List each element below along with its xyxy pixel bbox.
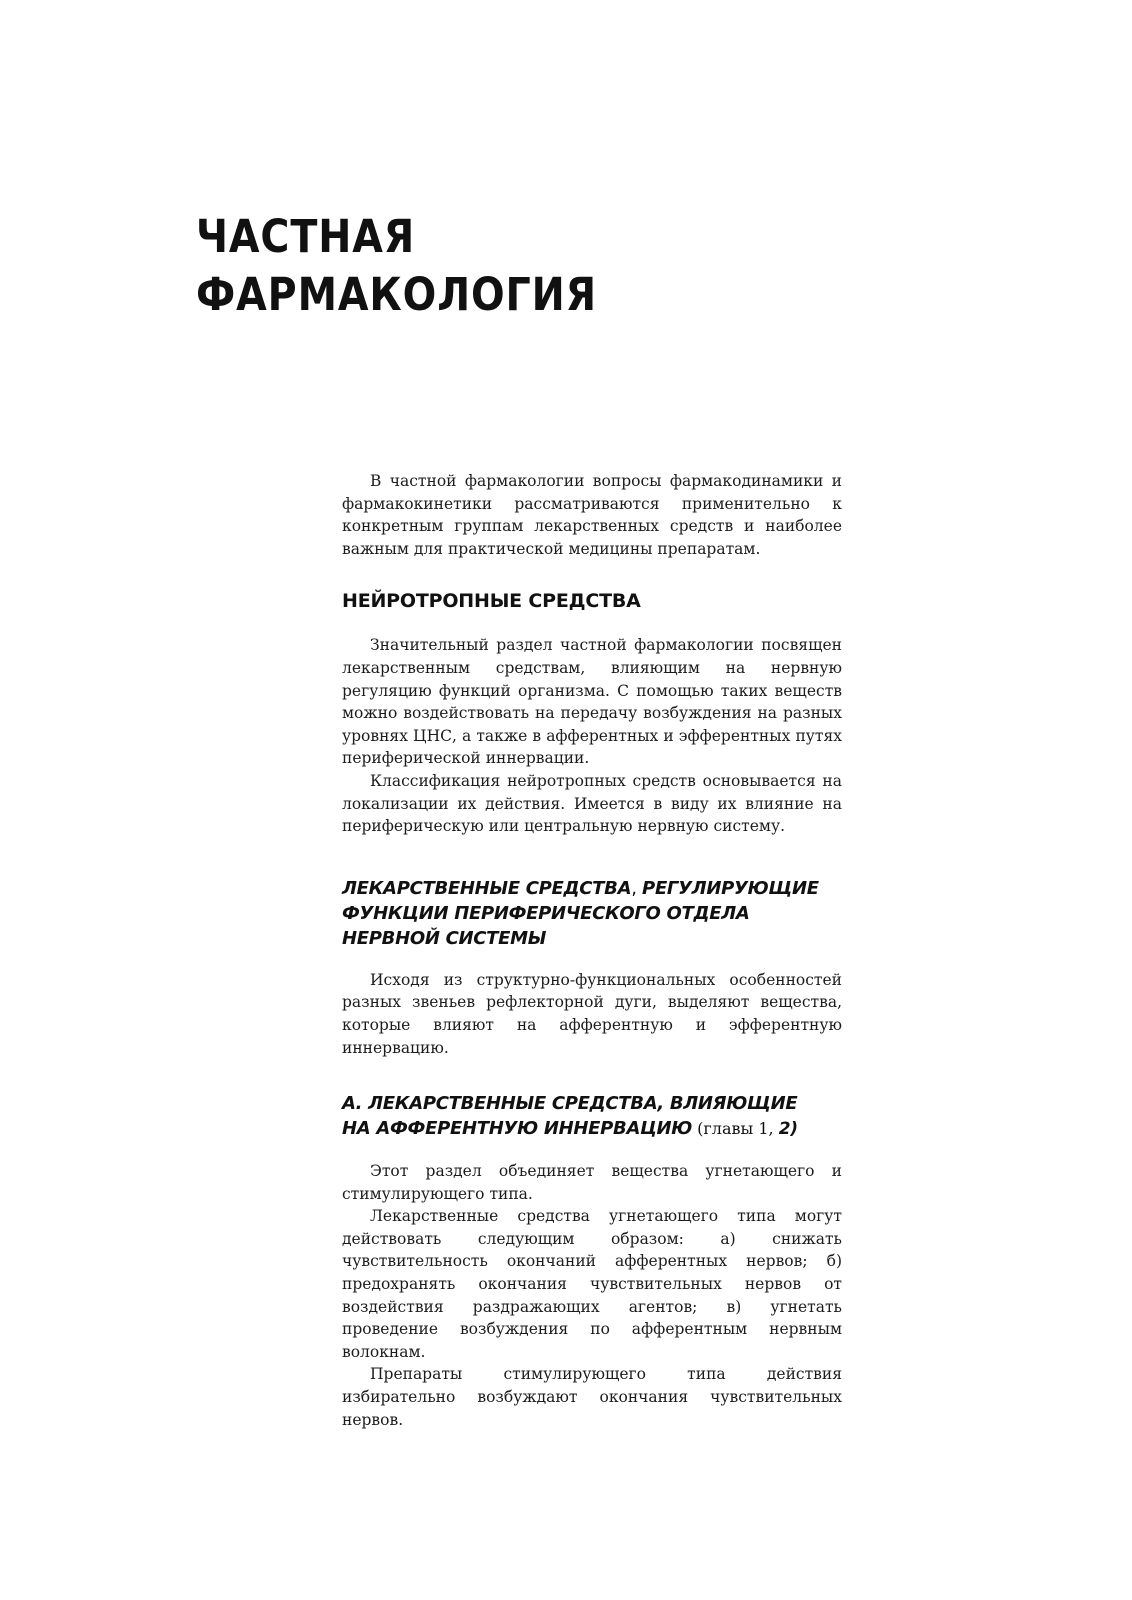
section2-heading-line-2: ФУНКЦИИ ПЕРИФЕРИЧЕСКОГО ОТДЕЛА (342, 902, 750, 924)
section1-paragraph-1: Значительный раздел частной фармакологии посвящен лекарственным средствам, влияющим на нервную регуляцию функций организма. С помощью таких веществ можно воздействовать на передачу возбуждения на разных уровнях ЦНС, а также в афферентных и эфферентных путях периферической иннервации. (342, 636, 842, 768)
section2-heading-comma: , (631, 877, 643, 899)
section-heading-peripheral (342, 876, 842, 951)
section2-heading-line-3: НЕРВНОЙ СИСТЕМЫ (342, 927, 547, 949)
part-title (196, 208, 597, 324)
intro-paragraph: В частной фармакологии вопросы фармакодинамики и фармакокинетики рассматриваются применительно к конкретным группам лекарственных средств и наиболее важным для практической медицины препаратам. (342, 472, 842, 558)
section2-heading-line-1-a: ЛЕКАРСТВЕННЫЕ СРЕДСТВА (342, 877, 632, 899)
section3-heading-chapter-ref: (главы 1, (692, 1119, 779, 1139)
section-heading-neurotropic: НЕЙРОТРОПНЫЕ СРЕДСТВА (342, 590, 641, 613)
page-content (342, 470, 842, 1431)
section2-paragraph-1: Исходя из структурно-функциональных особенностей разных звеньев рефлекторной дуги, выделяют вещества, которые влияют на афферентную и эфферентную иннервацию. (342, 970, 842, 1057)
section1-paragraph-2: Классификация нейротропных средств основывается на локализации их действия. Имеется в виду их влияние на периферическую или центральную нервную систему. (342, 771, 842, 836)
section3-heading-line-2-wrap (342, 1116, 842, 1142)
section3-paragraph-2: Лекарственные средства угнетающего типа могут действовать следующим образом: а) снижать чувствительность окончаний афферентных нервов; б) предохранять окончания чувствительных нервов от воздействия раздражающих агентов; в) угнетать проведение возбуждения по афферентным нервным волокнам. (342, 1207, 842, 1361)
section3-heading-line-1: А. ЛЕКАРСТВЕННЫЕ СРЕДСТВА, ВЛИЯЮЩИЕ (342, 1093, 798, 1115)
part-title-line-1: ЧАСТНАЯ (196, 210, 416, 263)
part-title-line-2: ФАРМАКОЛОГИЯ (196, 268, 598, 321)
section3-paragraph-3: Препараты стимулирующего типа действия избирательно возбуждают окончания чувствительных нервов. (342, 1365, 842, 1429)
section-heading-afferent (342, 1091, 842, 1142)
section2-heading-line-1 (342, 876, 842, 901)
section3-heading-line-2: НА АФФЕРЕНТНУЮ ИННЕРВАЦИЮ (342, 1118, 693, 1140)
section3-heading-chapter-ref-em: 2) (778, 1119, 798, 1140)
section3-paragraph-1: Этот раздел объединяет вещества угнетающего и стимулирующего типа. (342, 1162, 842, 1203)
section2-heading-line-1-b: РЕГУЛИРУЮЩИЕ (642, 877, 819, 899)
